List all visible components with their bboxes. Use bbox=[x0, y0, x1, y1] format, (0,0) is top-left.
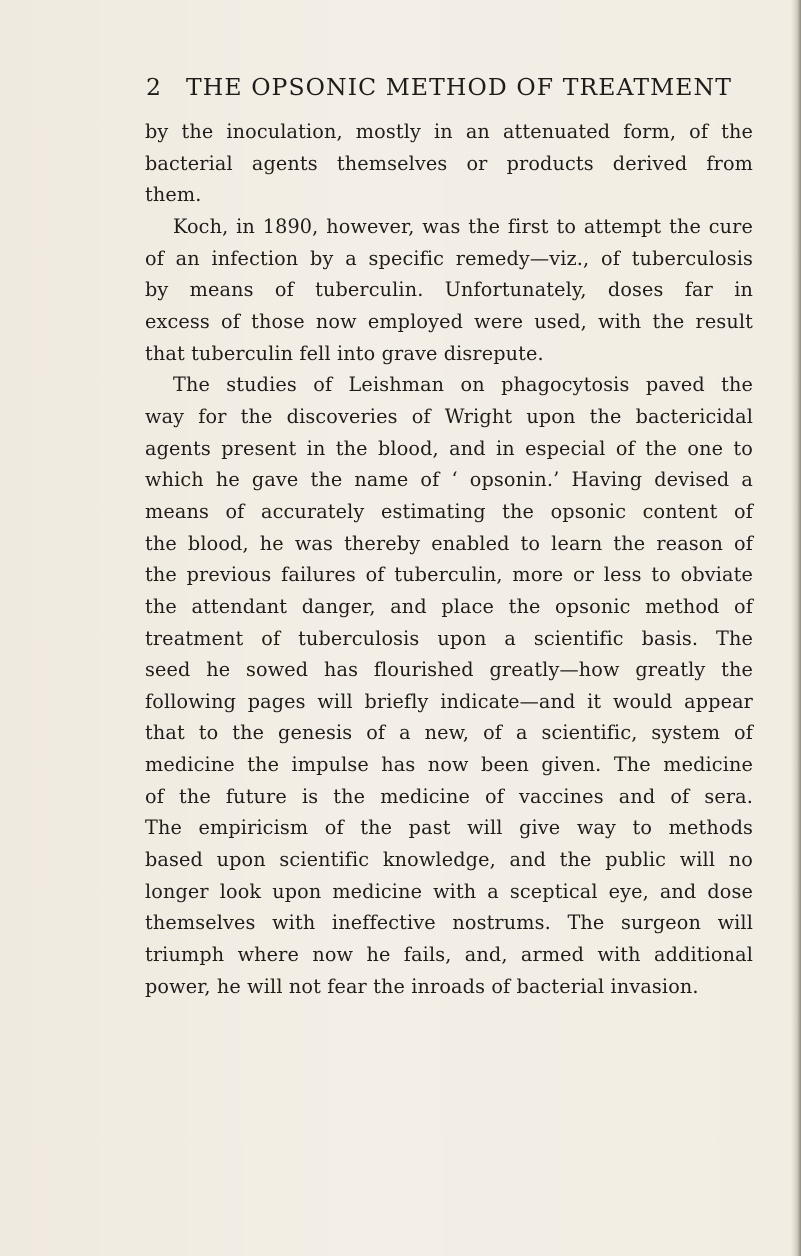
page-edge-shadow bbox=[791, 0, 801, 1256]
text-line: excess of those now employed were used, with the result bbox=[145, 309, 753, 333]
text-line: of the future is the medicine of vaccines and of sera. bbox=[145, 784, 753, 808]
text-line: which he gave the name of ‘ opsonin.’ Having devised a bbox=[145, 468, 753, 492]
running-title: THE OPSONIC METHOD OF TREATMENT bbox=[186, 73, 732, 101]
text-line: based upon scientific knowledge, and the public will no bbox=[145, 848, 753, 872]
text-line: by means of tuberculin. Unfortunately, doses far in bbox=[145, 278, 753, 302]
text-line: themselves with ineffective nostrums. The surgeon will bbox=[145, 911, 753, 935]
text-line: that tuberculin fell into grave disrepute. bbox=[145, 341, 544, 365]
text-line: by the inoculation, mostly in an attenuated form, of the bbox=[145, 120, 753, 143]
text-line: of an infection by a specific remedy—viz., of tuberculosis bbox=[145, 246, 753, 270]
text-line: that to the genesis of a new, of a scientific, system of bbox=[145, 721, 753, 745]
text-line: power, he will not fear the inroads of bacterial invasion. bbox=[145, 974, 699, 998]
text-line: triumph where now he fails, and, armed with additional bbox=[145, 943, 753, 967]
text-line: the attendant danger, and place the opsonic method of bbox=[145, 594, 753, 618]
text-line: Koch, in 1890, however, was the first to attempt the cure bbox=[173, 214, 753, 238]
text-line: medicine the impulse has now been given. The medicine bbox=[145, 753, 753, 777]
running-header bbox=[146, 72, 732, 102]
text-line: The studies of Leishman on phagocytosis paved the bbox=[173, 373, 753, 397]
page-number: 2 bbox=[146, 73, 163, 101]
text-line: the previous failures of tuberculin, more or less to obviate bbox=[145, 563, 753, 587]
text-line: longer look upon medicine with a sceptical eye, and dose bbox=[145, 879, 753, 903]
text-line: agents present in the blood, and in especial of the one to bbox=[145, 436, 753, 460]
text-line: means of accurately estimating the opsonic content of bbox=[145, 499, 753, 523]
text-line: way for the discoveries of Wright upon the bactericidal bbox=[145, 404, 753, 428]
text-line: The empiricism of the past will give way to methods bbox=[145, 816, 753, 840]
text-line: the blood, he was thereby enabled to learn the reason of bbox=[145, 531, 753, 555]
body-text bbox=[145, 116, 753, 1002]
text-line: seed he sowed has flourished greatly—how greatly the bbox=[145, 658, 753, 682]
text-line: treatment of tuberculosis upon a scientific basis. The bbox=[145, 626, 753, 650]
text-line: them. bbox=[145, 183, 202, 207]
text-line: bacterial agents themselves or products derived from bbox=[145, 151, 753, 175]
text-line: following pages will briefly indicate—and it would appear bbox=[145, 689, 753, 713]
